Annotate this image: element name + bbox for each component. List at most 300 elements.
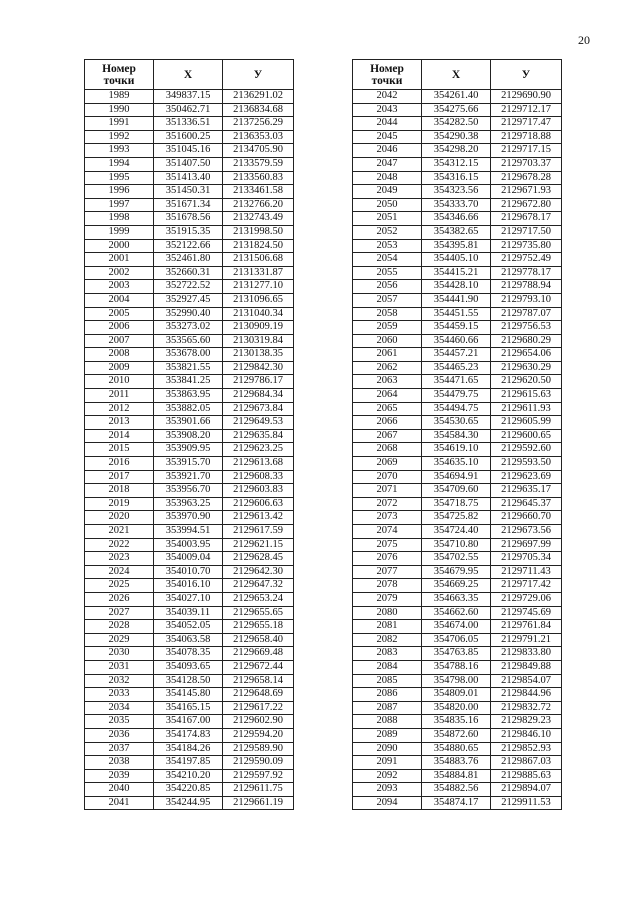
y-coordinate-cell: 2129660.70 [491, 511, 562, 525]
point-number-cell: 2084 [353, 660, 422, 674]
point-number-cell: 2049 [353, 185, 422, 199]
y-coordinate-cell: 2129788.94 [491, 280, 562, 294]
point-number-cell: 2013 [85, 416, 154, 430]
y-coordinate-cell: 2129846.10 [491, 728, 562, 742]
point-number-cell: 2064 [353, 389, 422, 403]
table-row [85, 497, 294, 511]
y-coordinate-cell: 2136291.02 [223, 90, 294, 104]
x-coordinate-cell: 354441.90 [422, 293, 491, 307]
table-row [85, 130, 294, 144]
y-coordinate-cell: 2129756.53 [491, 321, 562, 335]
table-row [85, 552, 294, 566]
x-coordinate-cell: 353882.05 [154, 402, 223, 416]
y-coordinate-cell: 2129717.15 [491, 144, 562, 158]
x-coordinate-cell: 354184.26 [154, 742, 223, 756]
y-coordinate-cell: 2129592.60 [491, 443, 562, 457]
table-body [85, 90, 294, 810]
table-row [353, 307, 562, 321]
x-coordinate-cell: 354016.10 [154, 579, 223, 593]
x-coordinate-cell: 353273.02 [154, 321, 223, 335]
y-coordinate-cell: 2129833.80 [491, 647, 562, 661]
point-number-cell: 2020 [85, 511, 154, 525]
y-coordinate-cell: 2130138.35 [223, 348, 294, 362]
x-coordinate-cell: 354275.66 [422, 103, 491, 117]
y-coordinate-cell: 2137256.29 [223, 117, 294, 131]
y-coordinate-cell: 2129611.93 [491, 402, 562, 416]
point-number-cell: 2022 [85, 538, 154, 552]
x-coordinate-cell: 351336.51 [154, 117, 223, 131]
x-coordinate-cell: 354724.40 [422, 525, 491, 539]
point-number-cell: 2072 [353, 497, 422, 511]
y-coordinate-cell: 2129829.23 [491, 715, 562, 729]
point-number-cell: 2085 [353, 674, 422, 688]
x-coordinate-cell: 353994.51 [154, 525, 223, 539]
point-number-cell: 2018 [85, 484, 154, 498]
x-coordinate-cell: 354706.05 [422, 633, 491, 647]
point-number-cell: 2000 [85, 239, 154, 253]
table-row [85, 701, 294, 715]
table-row [353, 416, 562, 430]
table-row [85, 565, 294, 579]
table-row [85, 90, 294, 104]
point-number-cell: 2043 [353, 103, 422, 117]
point-number-cell: 2061 [353, 348, 422, 362]
table-row [85, 212, 294, 226]
table-row [85, 239, 294, 253]
point-number-cell: 2081 [353, 620, 422, 634]
table-row [353, 783, 562, 797]
x-coordinate-cell: 354009.04 [154, 552, 223, 566]
x-coordinate-cell: 351407.50 [154, 157, 223, 171]
x-coordinate-cell: 351413.40 [154, 171, 223, 185]
point-number-cell: 2023 [85, 552, 154, 566]
x-coordinate-cell: 351671.34 [154, 198, 223, 212]
point-number-cell: 2024 [85, 565, 154, 579]
table-row [85, 198, 294, 212]
table-row [353, 470, 562, 484]
y-coordinate-cell: 2130319.84 [223, 334, 294, 348]
table-row [85, 484, 294, 498]
x-coordinate-cell: 354405.10 [422, 253, 491, 267]
point-number-cell: 2033 [85, 688, 154, 702]
table-row [85, 769, 294, 783]
point-number-cell: 2040 [85, 783, 154, 797]
point-number-cell: 2067 [353, 429, 422, 443]
y-coordinate-cell: 2132743.49 [223, 212, 294, 226]
x-coordinate-cell: 354003.95 [154, 538, 223, 552]
table-row [85, 688, 294, 702]
point-number-cell: 2026 [85, 592, 154, 606]
x-coordinate-cell: 354710.80 [422, 538, 491, 552]
y-coordinate-cell: 2129672.44 [223, 660, 294, 674]
point-number-cell: 1997 [85, 198, 154, 212]
point-number-cell: 2041 [85, 796, 154, 810]
table-row [353, 701, 562, 715]
x-coordinate-cell: 354312.15 [422, 157, 491, 171]
y-coordinate-cell: 2129867.03 [491, 756, 562, 770]
table-row [85, 429, 294, 443]
x-coordinate-cell: 352927.45 [154, 293, 223, 307]
y-coordinate-cell: 2129793.10 [491, 293, 562, 307]
x-coordinate-cell: 353908.20 [154, 429, 223, 443]
table-row [353, 674, 562, 688]
table-row [353, 103, 562, 117]
x-coordinate-cell: 354078.35 [154, 647, 223, 661]
x-coordinate-cell: 353909.95 [154, 443, 223, 457]
x-coordinate-cell: 354220.85 [154, 783, 223, 797]
y-coordinate-cell: 2133560.83 [223, 171, 294, 185]
x-coordinate-cell: 354788.16 [422, 660, 491, 674]
x-coordinate-cell: 353901.66 [154, 416, 223, 430]
y-coordinate-cell: 2129602.90 [223, 715, 294, 729]
x-coordinate-cell: 354619.10 [422, 443, 491, 457]
y-coordinate-cell: 2129613.42 [223, 511, 294, 525]
table-row [353, 715, 562, 729]
x-coordinate-cell: 352122.66 [154, 239, 223, 253]
x-coordinate-cell: 354709.60 [422, 484, 491, 498]
table-row [353, 375, 562, 389]
y-coordinate-cell: 2129642.30 [223, 565, 294, 579]
x-coordinate-cell: 353963.25 [154, 497, 223, 511]
y-coordinate-cell: 2129844.96 [491, 688, 562, 702]
x-coordinate-cell: 352990.40 [154, 307, 223, 321]
y-coordinate-cell: 2129617.22 [223, 701, 294, 715]
x-coordinate-cell: 354165.15 [154, 701, 223, 715]
point-number-cell: 2087 [353, 701, 422, 715]
table-row [353, 742, 562, 756]
x-coordinate-cell: 354027.10 [154, 592, 223, 606]
table-row [353, 266, 562, 280]
point-number-cell: 2017 [85, 470, 154, 484]
table-row [85, 293, 294, 307]
point-number-cell: 2028 [85, 620, 154, 634]
y-coordinate-cell: 2129620.50 [491, 375, 562, 389]
x-coordinate-cell: 354415.21 [422, 266, 491, 280]
y-coordinate-cell: 2129717.42 [491, 579, 562, 593]
table-row [353, 620, 562, 634]
point-number-cell: 2036 [85, 728, 154, 742]
x-coordinate-cell: 354174.83 [154, 728, 223, 742]
point-number-cell: 2091 [353, 756, 422, 770]
x-coordinate-cell: 354674.00 [422, 620, 491, 634]
point-number-cell: 2092 [353, 769, 422, 783]
x-coordinate-cell: 353678.00 [154, 348, 223, 362]
y-coordinate-cell: 2129594.20 [223, 728, 294, 742]
y-coordinate-cell: 2129842.30 [223, 361, 294, 375]
x-coordinate-cell: 354093.65 [154, 660, 223, 674]
point-number-cell: 2014 [85, 429, 154, 443]
table-header-row [85, 60, 294, 90]
x-coordinate-cell: 354333.70 [422, 198, 491, 212]
x-coordinate-cell: 354457.21 [422, 348, 491, 362]
point-number-cell: 2055 [353, 266, 422, 280]
y-coordinate-cell: 2129645.37 [491, 497, 562, 511]
point-number-cell: 1989 [85, 90, 154, 104]
point-number-cell: 2079 [353, 592, 422, 606]
y-coordinate-cell: 2129623.69 [491, 470, 562, 484]
point-number-cell: 1999 [85, 225, 154, 239]
y-coordinate-cell: 2129597.92 [223, 769, 294, 783]
x-coordinate-cell: 353841.25 [154, 375, 223, 389]
y-coordinate-cell: 2129600.65 [491, 429, 562, 443]
table-row [353, 756, 562, 770]
point-number-cell: 2037 [85, 742, 154, 756]
point-number-cell: 2060 [353, 334, 422, 348]
y-coordinate-cell: 2129621.15 [223, 538, 294, 552]
table-row [353, 239, 562, 253]
table-row [353, 579, 562, 593]
point-number-cell: 1990 [85, 103, 154, 117]
x-coordinate-cell: 354128.50 [154, 674, 223, 688]
table-row [353, 457, 562, 471]
table-row [353, 348, 562, 362]
point-number-cell: 2003 [85, 280, 154, 294]
y-coordinate-cell: 2129606.63 [223, 497, 294, 511]
y-coordinate-cell: 2129745.69 [491, 606, 562, 620]
table-row [353, 157, 562, 171]
x-coordinate-cell: 354725.82 [422, 511, 491, 525]
x-coordinate-cell: 354261.40 [422, 90, 491, 104]
table-row [85, 660, 294, 674]
x-coordinate-cell: 354210.20 [154, 769, 223, 783]
point-number-cell: 2027 [85, 606, 154, 620]
y-coordinate-cell: 2133579.59 [223, 157, 294, 171]
y-coordinate-cell: 2129653.24 [223, 592, 294, 606]
y-coordinate-cell: 2129635.17 [491, 484, 562, 498]
table-row [353, 660, 562, 674]
x-coordinate-cell: 349837.15 [154, 90, 223, 104]
y-coordinate-cell: 2129590.09 [223, 756, 294, 770]
y-coordinate-cell: 2131331.87 [223, 266, 294, 280]
point-number-cell: 2074 [353, 525, 422, 539]
table-row [353, 606, 562, 620]
table-row [85, 321, 294, 335]
x-coordinate-cell: 354465.23 [422, 361, 491, 375]
y-coordinate-cell: 2129669.48 [223, 647, 294, 661]
point-number-cell: 2086 [353, 688, 422, 702]
x-coordinate-cell: 353863.95 [154, 389, 223, 403]
point-number-cell: 2057 [353, 293, 422, 307]
point-number-cell: 1995 [85, 171, 154, 185]
y-coordinate-cell: 2129752.49 [491, 253, 562, 267]
point-number-cell: 2059 [353, 321, 422, 335]
header-x: X [422, 60, 491, 90]
point-number-cell: 2039 [85, 769, 154, 783]
x-coordinate-cell: 354874.17 [422, 796, 491, 810]
y-coordinate-cell: 2129671.93 [491, 185, 562, 199]
x-coordinate-cell: 354346.66 [422, 212, 491, 226]
table-row [85, 361, 294, 375]
point-number-cell: 2006 [85, 321, 154, 335]
point-number-cell: 2008 [85, 348, 154, 362]
point-number-cell: 2075 [353, 538, 422, 552]
table-row [85, 606, 294, 620]
table-row [353, 688, 562, 702]
x-coordinate-cell: 354459.15 [422, 321, 491, 335]
point-number-cell: 2056 [353, 280, 422, 294]
x-coordinate-cell: 353915.70 [154, 457, 223, 471]
table-row [353, 497, 562, 511]
point-number-cell: 2034 [85, 701, 154, 715]
point-number-cell: 2044 [353, 117, 422, 131]
x-coordinate-cell: 354718.75 [422, 497, 491, 511]
table-row [85, 538, 294, 552]
x-coordinate-cell: 354479.75 [422, 389, 491, 403]
x-coordinate-cell: 354298.20 [422, 144, 491, 158]
table-row [85, 157, 294, 171]
y-coordinate-cell: 2131277.10 [223, 280, 294, 294]
table-row [353, 321, 562, 335]
point-number-cell: 2025 [85, 579, 154, 593]
table-row [353, 198, 562, 212]
table-row [85, 375, 294, 389]
x-coordinate-cell: 354763.85 [422, 647, 491, 661]
point-number-cell: 1993 [85, 144, 154, 158]
y-coordinate-cell: 2129613.68 [223, 457, 294, 471]
point-number-cell: 2069 [353, 457, 422, 471]
x-coordinate-cell: 354635.10 [422, 457, 491, 471]
y-coordinate-cell: 2129628.45 [223, 552, 294, 566]
point-number-cell: 2068 [353, 443, 422, 457]
table-row [353, 443, 562, 457]
y-coordinate-cell: 2129655.65 [223, 606, 294, 620]
y-coordinate-cell: 2129849.88 [491, 660, 562, 674]
point-number-cell: 2088 [353, 715, 422, 729]
y-coordinate-cell: 2129712.17 [491, 103, 562, 117]
y-coordinate-cell: 2129623.25 [223, 443, 294, 457]
point-number-cell: 2004 [85, 293, 154, 307]
table-row [85, 185, 294, 199]
y-coordinate-cell: 2129717.50 [491, 225, 562, 239]
x-coordinate-cell: 354494.75 [422, 402, 491, 416]
table-row [85, 511, 294, 525]
point-number-cell: 2077 [353, 565, 422, 579]
x-coordinate-cell: 353821.55 [154, 361, 223, 375]
point-number-cell: 2007 [85, 334, 154, 348]
point-number-cell: 2073 [353, 511, 422, 525]
table-row [85, 307, 294, 321]
table-row [353, 293, 562, 307]
y-coordinate-cell: 2129658.40 [223, 633, 294, 647]
y-coordinate-cell: 2129854.07 [491, 674, 562, 688]
x-coordinate-cell: 354694.91 [422, 470, 491, 484]
y-coordinate-cell: 2129603.83 [223, 484, 294, 498]
point-number-cell: 2052 [353, 225, 422, 239]
x-coordinate-cell: 354167.00 [154, 715, 223, 729]
x-coordinate-cell: 353921.70 [154, 470, 223, 484]
y-coordinate-cell: 2131998.50 [223, 225, 294, 239]
page-number: 20 [578, 33, 590, 47]
point-number-cell: 2045 [353, 130, 422, 144]
y-coordinate-cell: 2129894.07 [491, 783, 562, 797]
x-coordinate-cell: 354669.25 [422, 579, 491, 593]
y-coordinate-cell: 2129630.29 [491, 361, 562, 375]
y-coordinate-cell: 2131040.34 [223, 307, 294, 321]
y-coordinate-cell: 2129705.34 [491, 552, 562, 566]
table-row [353, 402, 562, 416]
table-row [85, 742, 294, 756]
point-number-cell: 2076 [353, 552, 422, 566]
x-coordinate-cell: 353565.60 [154, 334, 223, 348]
y-coordinate-cell: 2129885.63 [491, 769, 562, 783]
point-number-cell: 2050 [353, 198, 422, 212]
table-row [85, 756, 294, 770]
table-row [353, 538, 562, 552]
x-coordinate-cell: 354809.01 [422, 688, 491, 702]
table-row [353, 633, 562, 647]
y-coordinate-cell: 2129589.90 [223, 742, 294, 756]
table-row [353, 769, 562, 783]
x-coordinate-cell: 352461.80 [154, 253, 223, 267]
table-row [85, 334, 294, 348]
x-coordinate-cell: 351600.25 [154, 130, 223, 144]
table-row [85, 171, 294, 185]
point-number-cell: 2070 [353, 470, 422, 484]
point-number-cell: 2048 [353, 171, 422, 185]
y-coordinate-cell: 2133461.58 [223, 185, 294, 199]
x-coordinate-cell: 354395.81 [422, 239, 491, 253]
y-coordinate-cell: 2129678.28 [491, 171, 562, 185]
table-row [85, 144, 294, 158]
header-y: У [223, 60, 294, 90]
y-coordinate-cell: 2129661.19 [223, 796, 294, 810]
y-coordinate-cell: 2129690.90 [491, 90, 562, 104]
point-number-cell: 2053 [353, 239, 422, 253]
table-row [353, 796, 562, 810]
header-y: У [491, 60, 562, 90]
x-coordinate-cell: 354145.80 [154, 688, 223, 702]
y-coordinate-cell: 2129697.99 [491, 538, 562, 552]
y-coordinate-cell: 2129593.50 [491, 457, 562, 471]
table-row [85, 389, 294, 403]
point-number-cell: 2065 [353, 402, 422, 416]
y-coordinate-cell: 2129735.80 [491, 239, 562, 253]
point-number-cell: 2078 [353, 579, 422, 593]
x-coordinate-cell: 354471.65 [422, 375, 491, 389]
y-coordinate-cell: 2129761.84 [491, 620, 562, 634]
x-coordinate-cell: 351045.16 [154, 144, 223, 158]
table-row [353, 212, 562, 226]
x-coordinate-cell: 354316.15 [422, 171, 491, 185]
x-coordinate-cell: 354039.11 [154, 606, 223, 620]
y-coordinate-cell: 2129680.29 [491, 334, 562, 348]
point-number-cell: 2051 [353, 212, 422, 226]
point-number-cell: 2035 [85, 715, 154, 729]
y-coordinate-cell: 2131824.50 [223, 239, 294, 253]
x-coordinate-cell: 354010.70 [154, 565, 223, 579]
point-number-cell: 2058 [353, 307, 422, 321]
point-number-cell: 2030 [85, 647, 154, 661]
table-row [85, 117, 294, 131]
table-row [85, 579, 294, 593]
coordinates-table-left [84, 59, 294, 810]
table-row [85, 443, 294, 457]
point-number-cell: 2029 [85, 633, 154, 647]
x-coordinate-cell: 354884.81 [422, 769, 491, 783]
y-coordinate-cell: 2129611.75 [223, 783, 294, 797]
table-row [353, 171, 562, 185]
y-coordinate-cell: 2134705.90 [223, 144, 294, 158]
point-number-cell: 2093 [353, 783, 422, 797]
table-row [85, 280, 294, 294]
y-coordinate-cell: 2129703.37 [491, 157, 562, 171]
table-row [353, 90, 562, 104]
header-point-number: Номер точки [85, 60, 154, 90]
x-coordinate-cell: 351915.35 [154, 225, 223, 239]
table-row [85, 796, 294, 810]
y-coordinate-cell: 2129673.56 [491, 525, 562, 539]
point-number-cell: 2063 [353, 375, 422, 389]
